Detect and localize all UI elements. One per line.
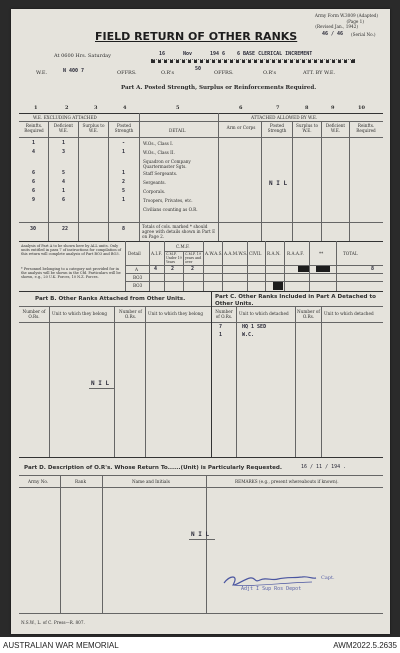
part-d-nil: N I L: [191, 531, 210, 538]
part-d-vline-1: [60, 475, 61, 613]
page-number: (Page 1): [346, 18, 364, 24]
part-b-vline-2: [114, 306, 115, 457]
redaction-block-3: [273, 282, 283, 290]
total-deficient: 22: [62, 226, 69, 232]
analysis-vline-8: [284, 241, 285, 291]
part-c-entry-1-unit: HQ 1 SED: [242, 324, 267, 330]
att-by-we-label: ATT. BY W.E.: [303, 70, 336, 76]
we-excluding-attached-header: W.E. EXCLUDING ATTACHED: [33, 115, 97, 120]
analysis-row-a-aif: 4: [154, 266, 158, 272]
row-1-posted: -: [122, 140, 126, 146]
part-b-header-unit-1: Unit to which they belong: [52, 311, 108, 316]
row-6-reinfts: 6: [32, 188, 36, 194]
part-c-header-unit-2: Unit to which detached: [324, 311, 374, 316]
archive-accession-number: AWM2022.5.2635: [333, 641, 397, 650]
part-a-vline-1: [48, 121, 49, 241]
offrs-label: OFFRS.: [117, 70, 137, 76]
header-right-posted-strength: Posted Strength: [267, 123, 287, 133]
report-time-label: At 0600 Hrs. Saturday: [54, 53, 111, 59]
row-1-deficient: 1: [62, 140, 66, 146]
part-c-title: Part C. Other Ranks Included in Part A Detached to Other Units.: [215, 294, 376, 307]
row-7-deficient: 6: [62, 197, 66, 203]
analysis-header-cmf-19-over: C.M.F. 19 years and over: [185, 252, 202, 264]
part-a-bottom-rule: [19, 241, 383, 242]
ors-value: 50: [195, 66, 202, 72]
row-6-deficient: 1: [62, 188, 66, 194]
row-4-detail: Staff Sergeants.: [143, 171, 178, 176]
report-month: Nov: [183, 51, 193, 57]
part-a-vline-4: [139, 113, 140, 241]
analysis-instructions: Analysis of Part A to be shown here by ALL units. Only units entitled in para 7 of instructions for compilation of this return will complete analysis of Part BO3 and BO3.: [21, 244, 122, 257]
total-posted: 8: [122, 226, 126, 232]
analysis-header-raaf: R.A.A.F.: [287, 251, 304, 256]
row-6-posted: 5: [122, 188, 126, 194]
archive-name: AUSTRALIAN WAR MEMORIAL: [3, 641, 119, 650]
part-d-title: Part D. Description of O.R's. Whose Return To......(Unit) is Particularly Requested.: [24, 465, 283, 471]
part-c-entry-2-unit: W.C.: [242, 332, 255, 338]
row-6-detail: Corporals.: [143, 189, 166, 194]
part-d-header-rank: Rank: [75, 479, 86, 484]
analysis-vline-4: [203, 241, 204, 291]
analysis-header-aamws: A.A.M.W.S.: [224, 251, 248, 256]
row-5-reinfts: 6: [32, 179, 36, 185]
col-number-3: 3: [94, 105, 98, 111]
row-2-deficient: 3: [62, 149, 66, 155]
part-d-header-rule: [19, 487, 383, 488]
col-number-2: 2: [65, 105, 69, 111]
part-b-header-number-1: Number of O.Rs.: [22, 309, 46, 319]
part-b-nil: N I L: [91, 380, 110, 387]
part-b-header-number-2: Number of O.Rs.: [119, 309, 142, 319]
part-a-vline-9: [349, 121, 350, 241]
analysis-vline-3: [183, 251, 184, 291]
part-b-vline-3: [145, 306, 146, 457]
totals-note: Totals of cols. marked * should agree with details shown in Part E on Page 2.: [142, 224, 216, 239]
analysis-vline-1: [149, 241, 150, 291]
attached-nil: N I L: [269, 180, 288, 187]
analysis-vline-7: [265, 241, 266, 291]
header-detail: DETAIL: [169, 128, 186, 133]
analysis-row-a-cmf-under-19: 2: [171, 266, 175, 272]
redaction-block-2: [316, 266, 330, 272]
analysis-row-a-cmf-19-over: 2: [191, 266, 195, 272]
part-a-vline-6: [261, 121, 262, 241]
part-a-group-rule: [19, 121, 383, 122]
row-7-detail: Troopers, Privates, etc.: [143, 198, 193, 203]
part-bc-top-rule: [19, 306, 383, 307]
row-3-detail: Squadron or Company Quartermaster Sgts.: [143, 159, 191, 169]
part-c-entry-2-number: 1: [219, 332, 223, 338]
analysis-header-civil: CIVIL: [249, 251, 262, 256]
ors-label: O.R's: [161, 70, 175, 76]
col-number-1: 1: [34, 105, 38, 111]
header-reinfts-required: Reinfts. Required: [24, 123, 44, 133]
part-c-vline-1: [236, 306, 237, 457]
revision-date: (Revised Jan., 1942): [315, 24, 358, 29]
part-d-header-remarks: REMARKS (e.g., present whereabouts if known).: [235, 479, 339, 484]
serial-number-label: (Serial No.): [351, 32, 376, 37]
part-a-vline-3: [108, 121, 109, 241]
row-8-detail: Civilians counting as O.R.: [143, 207, 198, 212]
col-number-10: 10: [358, 105, 365, 111]
signature-rank: Capt.: [321, 575, 335, 581]
we-value: N 400 7: [63, 68, 85, 74]
analysis-note: * Personnel belonging to a category not provided for in the analysis will be shown in the Cfd. Particulars will be shown, e.g., 20 U.K. Forces, 10 N.Z. Forces.: [21, 267, 121, 280]
col-number-9: 9: [331, 105, 335, 111]
part-bc-divider: [211, 292, 212, 457]
part-b-title: Part B. Other Ranks Attached from Other Units.: [35, 296, 186, 302]
part-c-header-number-1: Number of O.Rs.: [215, 309, 233, 319]
part-bc-bottom-rule: [19, 457, 383, 458]
army-form-number: Army Form W.3009 (Adapted): [314, 13, 378, 18]
part-b-vline-1: [49, 306, 50, 457]
ors2-label: O.R's: [263, 70, 277, 76]
offrs2-label: OFFRS.: [214, 70, 234, 76]
col-number-5: 5: [176, 105, 180, 111]
part-a-vline-5: [218, 113, 219, 241]
analysis-header-ran: R.A.N.: [267, 251, 281, 256]
header-deficient-we: Deficient W.E.: [53, 123, 74, 133]
part-a-vline-8: [321, 121, 322, 241]
part-c-entry-1-number: 7: [219, 324, 223, 330]
analysis-vline-10: [336, 241, 337, 291]
analysis-header-detail: Detail: [128, 251, 141, 256]
we-label: W.E.: [36, 70, 48, 76]
analysis-vline-2: [164, 241, 165, 291]
part-a-vline-7: [292, 121, 293, 241]
part-d-nil-underline: [189, 539, 215, 540]
part-b-nil-underline: [89, 388, 115, 389]
header-surplus-we: Surplus to W.E.: [82, 123, 105, 133]
part-d-date: 16 / 11 / 194 .: [301, 464, 347, 470]
analysis-header-awas: A.W.A.S.: [205, 251, 223, 256]
header-right-surplus: Surplus to W.E.: [296, 123, 318, 133]
part-b-header-unit-2: Unit to which they belong: [148, 311, 204, 316]
analysis-row-a-label: A: [135, 267, 139, 272]
serial-number-value: 46 / 46: [322, 31, 344, 37]
part-c-header-unit-1: Unit to which detached: [239, 311, 289, 316]
row-2-reinfts: 4: [32, 149, 36, 155]
part-a-header-rule: [19, 137, 383, 138]
row-7-reinfts: 9: [32, 197, 36, 203]
analysis-row-bo3-label-2: BO3: [133, 283, 143, 288]
row-4-deficient: 5: [62, 170, 66, 176]
analysis-header-other: **: [319, 251, 324, 256]
header-right-reinfts: Reinfts. Required: [356, 123, 376, 133]
row-1-detail: W.Os., Class I.: [143, 141, 174, 146]
analysis-header-aif: A.I.F.: [151, 251, 162, 256]
part-d-vline-3: [206, 475, 207, 613]
header-right-deficient: Deficient W.E.: [325, 123, 346, 133]
part-d-header-name: Name and Initials: [132, 479, 170, 484]
form-sheet: [11, 9, 390, 634]
col-number-7: 7: [276, 105, 280, 111]
analysis-vline-6: [247, 241, 248, 291]
row-4-posted: 1: [122, 170, 126, 176]
analysis-row-a-total: 8: [371, 266, 375, 272]
analysis-header-cmf-under-19: C.M.F. Under 19 Years: [166, 252, 182, 264]
header-posted-strength: Posted Strength: [114, 123, 134, 133]
row-1-reinfts: 1: [32, 140, 36, 146]
part-c-vline-2: [295, 306, 296, 457]
part-d-top-rule: [19, 475, 383, 476]
part-a-top-rule: [19, 113, 383, 114]
header-arm-or-corps: Arm or Corps: [226, 125, 256, 130]
part-a-vline-2: [78, 121, 79, 241]
part-c-vline-3: [321, 306, 322, 457]
row-5-posted: 2: [122, 179, 126, 185]
row-5-detail: Sergeants.: [143, 180, 166, 185]
total-reinfts: 30: [30, 226, 37, 232]
analysis-bottom-rule: [19, 291, 383, 292]
form-title: FIELD RETURN OF OTHER RANKS: [95, 30, 298, 43]
unit-name: 6 BASE CLERICAL INCREMENT: [237, 51, 313, 57]
part-d-header-army-no: Army No.: [28, 479, 49, 484]
col-number-4: 4: [123, 105, 127, 111]
part-d-vline-2: [102, 475, 103, 613]
date-unit-underline: [151, 59, 355, 63]
redaction-block-1: [298, 266, 309, 272]
row-7-posted: 1: [122, 197, 126, 203]
analysis-header-total: TOTAL: [343, 251, 358, 256]
analysis-vline-9: [309, 241, 310, 291]
col-number-8: 8: [305, 105, 309, 111]
part-a-title: Part A. Posted Strength, Surplus or Reinforcements Required.: [121, 85, 317, 91]
attached-allowed-header: ATTACHED ALLOWED BY W.E.: [251, 115, 318, 120]
report-day: 16: [159, 51, 166, 57]
row-5-deficient: 4: [62, 179, 66, 185]
report-year: 194 6: [210, 51, 226, 57]
printer-imprint: N.S.W., L. of C. Press—R. 807.: [21, 620, 85, 625]
form-reference: [315, 13, 378, 30]
analysis-vline-left: [125, 241, 126, 291]
part-bc-header-rule: [19, 322, 383, 323]
part-a-totals-rule: [19, 222, 383, 223]
part-d-bottom-rule: [19, 613, 383, 614]
signature-title-stamp: Adjt I Sup Ros Depot: [241, 586, 302, 592]
analysis-header-cmf: C.M.F.: [176, 244, 190, 249]
analysis-row-bo3-label-1: BO3: [133, 275, 143, 280]
part-c-header-number-2: Number of O.Rs.: [297, 309, 320, 319]
col-number-6: 6: [239, 105, 243, 111]
row-2-detail: W.Os., Class II.: [143, 150, 175, 155]
analysis-vline-5: [222, 241, 223, 291]
archive-footer: [0, 637, 400, 653]
row-2-posted: 1: [122, 149, 126, 155]
row-4-reinfts: 6: [32, 170, 36, 176]
